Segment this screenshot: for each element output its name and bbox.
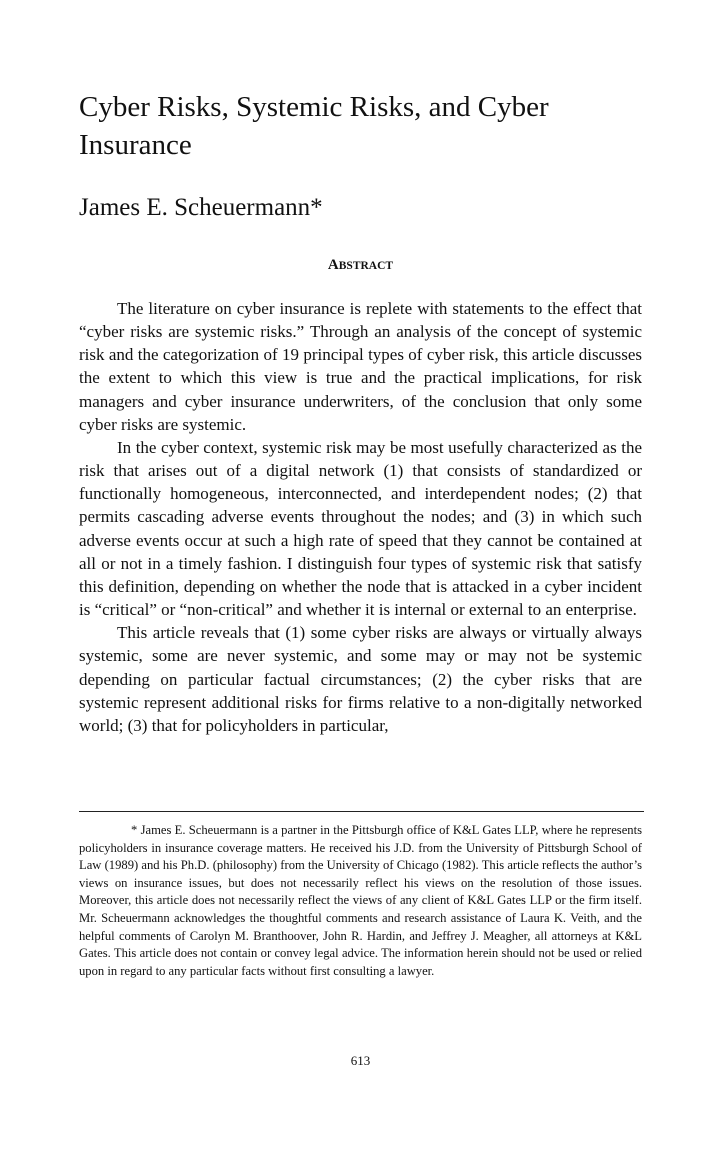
abstract-body <box>79 297 642 737</box>
abstract-paragraph-3: This article reveals that (1) some cyber risks are always or virtually always systemic, some are never systemic, and some may or may not be systemic depending on particular factual circumstances; (2) the cyber risks that are systemic represent additional risks for firms relative to a non-digitally networked world; (3) that for policyholders in particular, <box>79 623 642 735</box>
abstract-heading-initial: A <box>327 257 339 273</box>
abstract-heading-rest: BSTRACT <box>338 260 394 272</box>
footnote-divider <box>79 811 644 812</box>
author-name: James E. Scheuermann* <box>79 194 323 221</box>
page-number: 613 <box>350 1053 371 1068</box>
document-page <box>79 0 642 1159</box>
abstract-paragraph-2: In the cyber context, systemic risk may be most usefully characterized as the risk that arises out of a digital network (1) that consists of standardized or functionally homogeneous, interconnected, and interdependent nodes; (2) that permits cascading adverse events throughout the nodes; and (3) in which such adverse events occur at such a high rate of speed that they cannot be contained at all or not in a timely fashion. I distinguish four types of systemic risk that satisfy this definition, depending on whether the node that is attacked in a cyber incident is “critical” or “non-critical” and whether it is internal or external to an enterprise. <box>79 437 642 620</box>
abstract-heading <box>79 257 642 274</box>
author-footnote: * James E. Scheuermann is a partner in the Pittsburgh office of K&L Gates LLP, where he represents policyholders in insurance coverage matters. He received his J.D. from the University of Pittsburgh School of Law (1989) and his Ph.D. (philosophy) from the University of Chicago (1982). This article reflects the author’s views on insurance issues, but does not necessarily reflect his views on the resolution of those issues. Moreover, this article does not necessarily reflect the views of any client of K&L Gates LLP or the firm itself. Mr. Scheuermann acknowledges the thoughtful comments and research assistance of Laura K. Veith, and the helpful comments of Carolyn M. Branthoover, John R. Hardin, and Jeffrey J. Meagher, all attorneys at K&L Gates. This article does not contain or convey legal advice. The information herein should not be used or relied upon in regard to any particular facts without first consulting a lawyer. <box>79 823 642 978</box>
abstract-paragraph-1: The literature on cyber insurance is replete with statements to the effect that “cyber risks are systemic risks.” Through an analysis of the concept of systemic risk and the categorization of 19 principal types of cyber risk, this article discusses the extent to which this view is true and the practical implications, for risk managers and cyber insurance underwriters, of the conclusion that only some cyber risks are systemic. <box>79 299 642 434</box>
article-title: Cyber Risks, Systemic Risks, and Cyber Insurance <box>79 91 549 161</box>
